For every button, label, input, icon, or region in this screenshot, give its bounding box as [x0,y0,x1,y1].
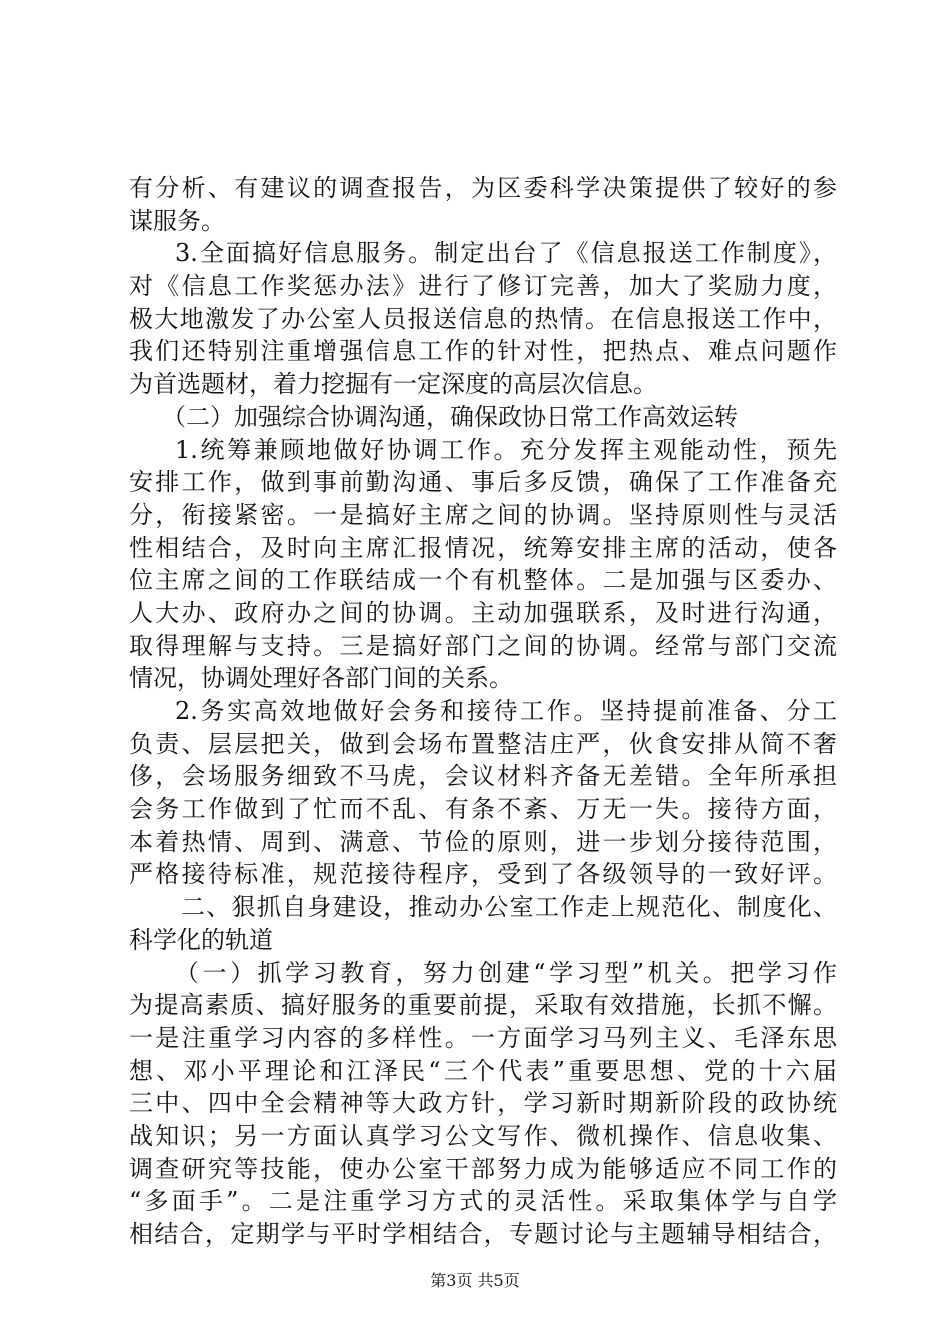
text-line: 极大地激发了办公室人员报送信息的热情。在信息报送工作中， [129,304,837,333]
page-footer: 第3页 共5页 [430,1271,520,1290]
text-line: 情况，协调处理好各部门间的关系。 [129,664,513,693]
text-line: 一是注重学习内容的多样性。一方面学习马列主义、毛泽东思 [129,1023,837,1052]
text-line: 安排工作，做到事前勤沟通、事后多反馈，确保了工作准备充 [129,468,837,497]
text-line: 2.务实高效地做好会务和接待工作。坚持提前准备、分工 [175,697,837,725]
text-line: 为提高素质、搞好服务的重要前提，采取有效措施，长抓不懈。 [129,991,837,1020]
text-line: 侈，会场服务细致不马虎，会议材料齐备无差错。全年所承担 [129,762,837,791]
text-line: 人大办、政府办之间的协调。主动加强联系，及时进行沟通， [129,598,837,627]
text-line: 调查研究等技能，使办公室干部努力成为能够适应不同工作的 [129,1154,837,1183]
section-heading: （二）加强综合协调沟通，确保政协日常工作高效运转 [162,402,738,431]
section-heading: 二、狠抓自身建设，推动办公室工作走上规范化、制度化、 [181,893,837,922]
section-heading: 科学化的轨道 [129,925,273,954]
text-line: 取得理解与支持。三是搞好部门之间的协调。经常与部门交流 [129,631,837,660]
text-line: 相结合，定期学与平时学相结合，专题讨论与主题辅导相结合， [129,1220,837,1248]
text-line: 严格接待标准，规范接待程序，受到了各级领导的一致好评。 [129,860,837,889]
text-line: 性相结合，及时向主席汇报情况，统筹安排主席的活动，使各 [129,533,837,562]
text-line: 位主席之间的工作联结成一个有机整体。二是加强与区委办、 [129,566,837,595]
text-line: “多面手”。二是注重学习方式的灵活性。采取集体学与自学 [129,1187,837,1216]
text-line: 战知识；另一方面认真学习公文写作、微机操作、信息收集、 [129,1121,837,1150]
text-line: 会务工作做到了忙而不乱、有条不紊、万无一失。接待方面， [129,795,837,824]
document-body [129,172,837,1251]
text-line: 我们还特别注重增强信息工作的针对性，把热点、难点问题作 [129,337,837,366]
text-line: 1.统筹兼顾地做好协调工作。充分发挥主观能动性，预先 [175,435,837,464]
text-line: 三中、四中全会精神等大政方针，学习新时期新阶段的政协统 [129,1089,837,1118]
text-line: 有分析、有建议的调查报告，为区委科学决策提供了较好的参 [129,174,837,202]
text-line: 分，衔接紧密。一是搞好主席之间的协调。坚持原则性与灵活 [129,500,837,529]
text-line: 本着热情、周到、满意、节俭的原则，进一步划分接待范围， [129,827,837,856]
text-line: 想、邓小平理论和江泽民“三个代表”重要思想、党的十六届 [129,1056,837,1085]
text-line: （一）抓学习教育，努力创建“学习型”机关。把学习作 [175,958,837,987]
text-line: 对《信息工作奖惩办法》进行了修订完善，加大了奖励力度， [129,272,837,301]
text-line: 谋服务。 [129,206,225,235]
text-line: 为首选题材，着力挖掘有一定深度的高层次信息。 [129,370,657,399]
text-line: 3.全面搞好信息服务。制定出台了《信息报送工作制度》， [175,239,837,268]
text-line: 负责、层层把关，做到会场布置整洁庄严，伙食安排从简不奢 [129,729,837,758]
